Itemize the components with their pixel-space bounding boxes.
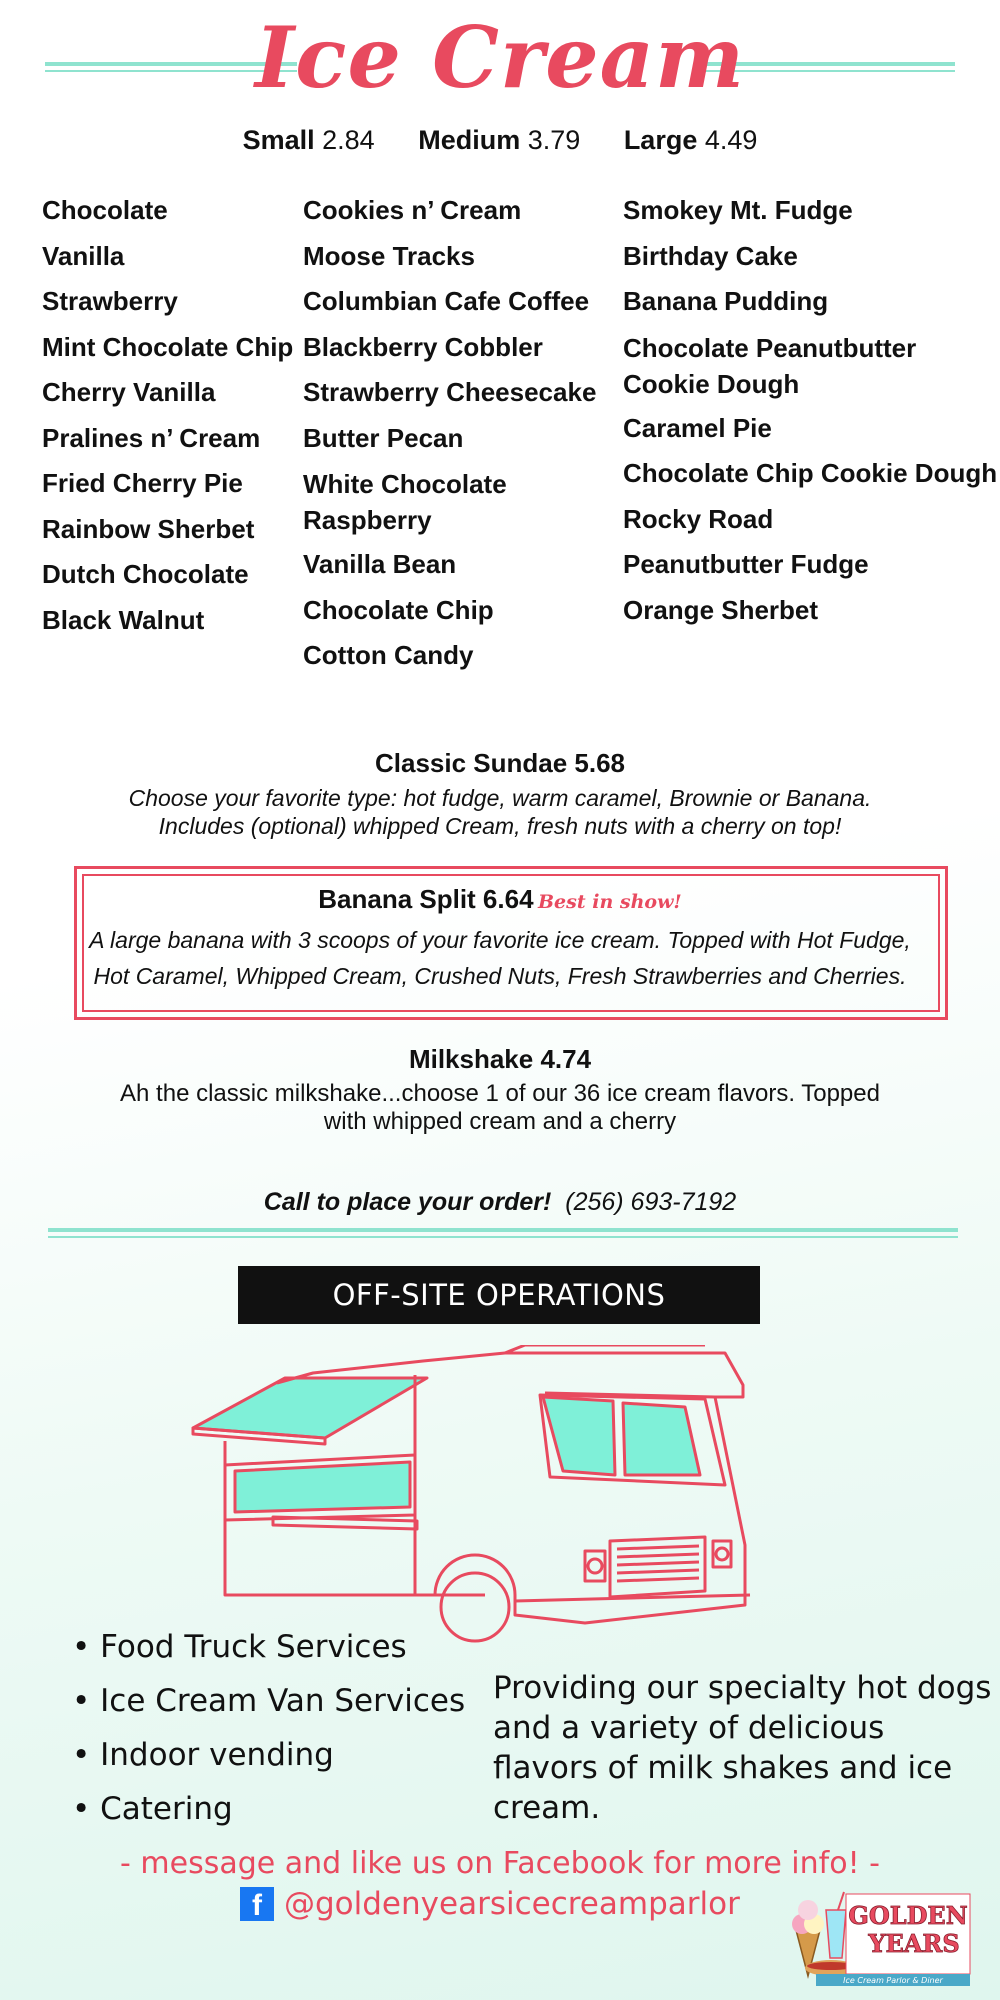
page-title: Ice Cream xyxy=(255,8,745,107)
flavor-item: Strawberry xyxy=(42,286,178,316)
sundae-desc-2: Includes (optional) whipped Cream, fresh nuts with a cherry on top! xyxy=(158,813,842,839)
flavor-item: Pralines n’ Cream xyxy=(42,422,261,453)
logo-text-years: YEARS xyxy=(868,1929,960,1958)
banana-split-desc-2: Hot Caramel, Whipped Cream, Crushed Nuts, Fresh Strawberries and Cherries. xyxy=(93,963,907,989)
service-item: • Food Truck Services xyxy=(72,1629,407,1665)
flavor-item: Chocolate Chip Cookie Dough xyxy=(623,458,998,488)
flavor-item: Dutch Chocolate xyxy=(42,559,249,589)
sundae-title: Classic Sundae 5.68 xyxy=(374,748,626,778)
flavor-item: Vanilla xyxy=(42,240,125,271)
best-in-show-badge: Best in show! xyxy=(538,891,682,913)
flavor-item: Blackberry Cobbler xyxy=(303,331,543,362)
flavor-column-1 xyxy=(42,188,292,643)
flavor-column-3 xyxy=(623,188,998,633)
phone-number: (256) 693-7192 xyxy=(565,1188,737,1216)
banana-split-title: Banana Split 6.64 xyxy=(318,884,534,914)
size-label-medium: Medium xyxy=(418,125,521,155)
flavor-item: Peanutbutter Fudge xyxy=(623,549,869,579)
services-list xyxy=(72,1620,465,1836)
section-rule xyxy=(48,1228,958,1232)
flavor-item: Columbian Cafe Coffee xyxy=(303,286,590,316)
flavor-item: Strawberry Cheesecake xyxy=(303,377,597,407)
facebook-link[interactable] xyxy=(240,1886,740,1922)
flavor-item: Cookies n’ Cream xyxy=(303,195,522,225)
flavor-item: Rocky Road xyxy=(623,503,774,534)
logo-tagline: Ice Cream Parlor & Diner xyxy=(843,1976,943,1985)
sundae-desc-1: Choose your favorite type: hot fudge, warm caramel, Brownie or Banana. xyxy=(128,785,872,811)
size-label-small: Small xyxy=(242,125,315,155)
flavor-item: Vanilla Bean xyxy=(303,549,457,579)
facebook-icon: f xyxy=(240,1887,274,1921)
flavor-item: Chocolate Peanutbutter Cookie Dough xyxy=(623,332,917,399)
flavor-column-2 xyxy=(303,188,603,679)
flavor-item: Black Walnut xyxy=(42,604,205,635)
flavor-item: Orange Sherbet xyxy=(623,594,819,625)
size-price-medium: 3.79 xyxy=(527,125,581,155)
flavor-item: Caramel Pie xyxy=(623,412,772,443)
size-price-large: 4.49 xyxy=(704,125,758,155)
flavor-item: Mint Chocolate Chip xyxy=(42,331,294,362)
milkshake-desc-2: with whipped cream and a cherry xyxy=(323,1108,677,1135)
flavor-item: Fried Cherry Pie xyxy=(42,468,243,498)
milkshake-desc-1: Ah the classic milkshake...choose 1 of our 36 ice cream flavors. Topped xyxy=(120,1080,880,1107)
flavor-item: Butter Pecan xyxy=(303,422,464,453)
food-truck-illustration xyxy=(185,1345,760,1655)
banana-split-desc-1: A large banana with 3 scoops of your favorite ice cream. Topped with Hot Fudge, xyxy=(89,927,911,953)
service-item: • Indoor vending xyxy=(72,1737,334,1773)
flavor-item: Rainbow Sherbet xyxy=(42,513,255,544)
flavor-item: Chocolate xyxy=(42,195,168,225)
flavor-item: Banana Pudding xyxy=(623,286,829,316)
flavor-item: Cherry Vanilla xyxy=(42,377,216,407)
flavor-item: Chocolate Chip xyxy=(303,594,494,625)
size-prices xyxy=(0,125,1000,156)
facebook-message: - message and like us on Facebook for more info! - xyxy=(120,1846,880,1881)
truck-windshield-right xyxy=(623,1403,700,1475)
call-label: Call to place your order! xyxy=(263,1188,552,1216)
section-rule-thin xyxy=(48,1236,958,1238)
flavor-item: Birthday Cake xyxy=(623,240,798,271)
facebook-handle[interactable]: @goldenyearsicecreamparlor xyxy=(284,1886,740,1922)
offsite-blurb: Providing our specialty hot dogs and a variety of delicious flavors of milk shakes and ice cream. xyxy=(493,1670,992,1826)
banana-split-heading xyxy=(0,884,1000,915)
truck-awning xyxy=(193,1378,427,1438)
truck-windshield-left xyxy=(543,1397,615,1475)
golden-years-logo xyxy=(786,1888,976,1988)
flavor-item: Cotton Candy xyxy=(303,640,474,670)
call-to-order xyxy=(0,1188,1000,1217)
size-label-large: Large xyxy=(623,125,698,155)
flavor-item: Smokey Mt. Fudge xyxy=(623,195,853,225)
flavor-item: Moose Tracks xyxy=(303,240,475,271)
flavor-item: White Chocolate Raspberry xyxy=(303,469,507,535)
logo-text-golden: GOLDEN xyxy=(848,1901,968,1930)
service-item: • Catering xyxy=(72,1791,233,1827)
offsite-banner: OFF-SITE OPERATIONS xyxy=(238,1266,760,1324)
service-item: • Ice Cream Van Services xyxy=(72,1683,466,1719)
size-price-small: 2.84 xyxy=(322,125,375,155)
milkshake-title: Milkshake 4.74 xyxy=(408,1044,592,1074)
